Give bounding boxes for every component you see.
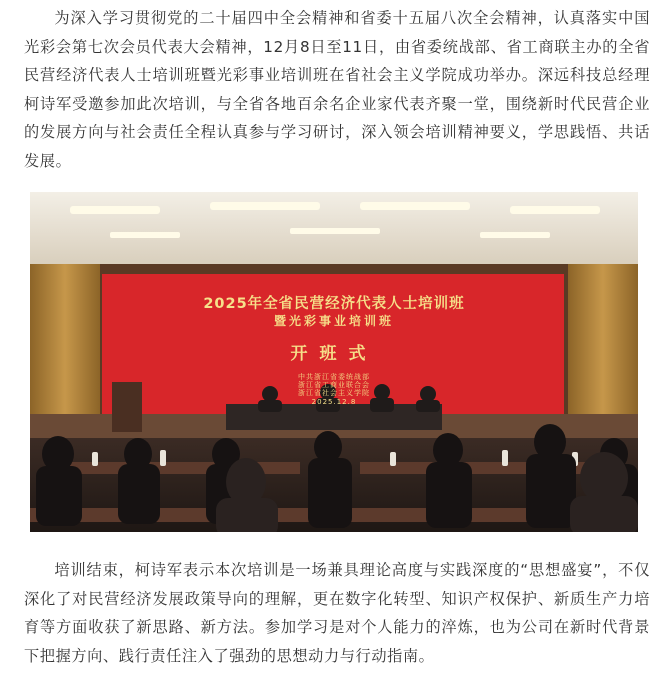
banner-organizer: 浙江省工商业联合会 [298,381,370,389]
training-opening-photo [30,192,638,532]
banner-title: 2025年全省民营经济代表人士培训班 [203,296,465,312]
banner-organizer: 中共浙江省委统战部 [298,373,370,381]
intro-paragraph: 为深入学习贯彻党的二十届四中全会精神和省委十五届八次全会精神，认真落实中国光彩会第七次会员代表大会精神，12月8日至11日，由省委统战部、省工商联主办的全省民营经济代表人士培训班暨光彩事业培训班在省社会主义学院成功举办。深远科技总经理柯诗军受邀参加此次培训，与全省各地百余名企业家代表齐聚一堂，围绕新时代民营企业的发展方向与社会责任全程认真参与学习研讨，深入领会培训精神要义，学思践悟、共话发展。 [24,9,650,170]
banner-ceremony: 开班式 [290,344,378,364]
banner-date: 2025.12.8 [311,398,357,406]
banner-subtitle: 暨光彩事业培训班 [273,314,394,328]
banner-organizer: 浙江省社会主义学院 [298,389,370,397]
closing-paragraph: 培训结束，柯诗军表示本次培训是一场兼具理论高度与实践深度的“思想盛宴”，不仅深化了对民营经济发展政策导向的理解，更在数字化转型、知识产权保护、新质生产力培育等方面收获了新思路、新方法。参加学习是对个人能力的淬炼，也为公司在新时代背景下把握方向、践行责任注入了强劲的思想动力与行动指南。 [24,561,650,665]
